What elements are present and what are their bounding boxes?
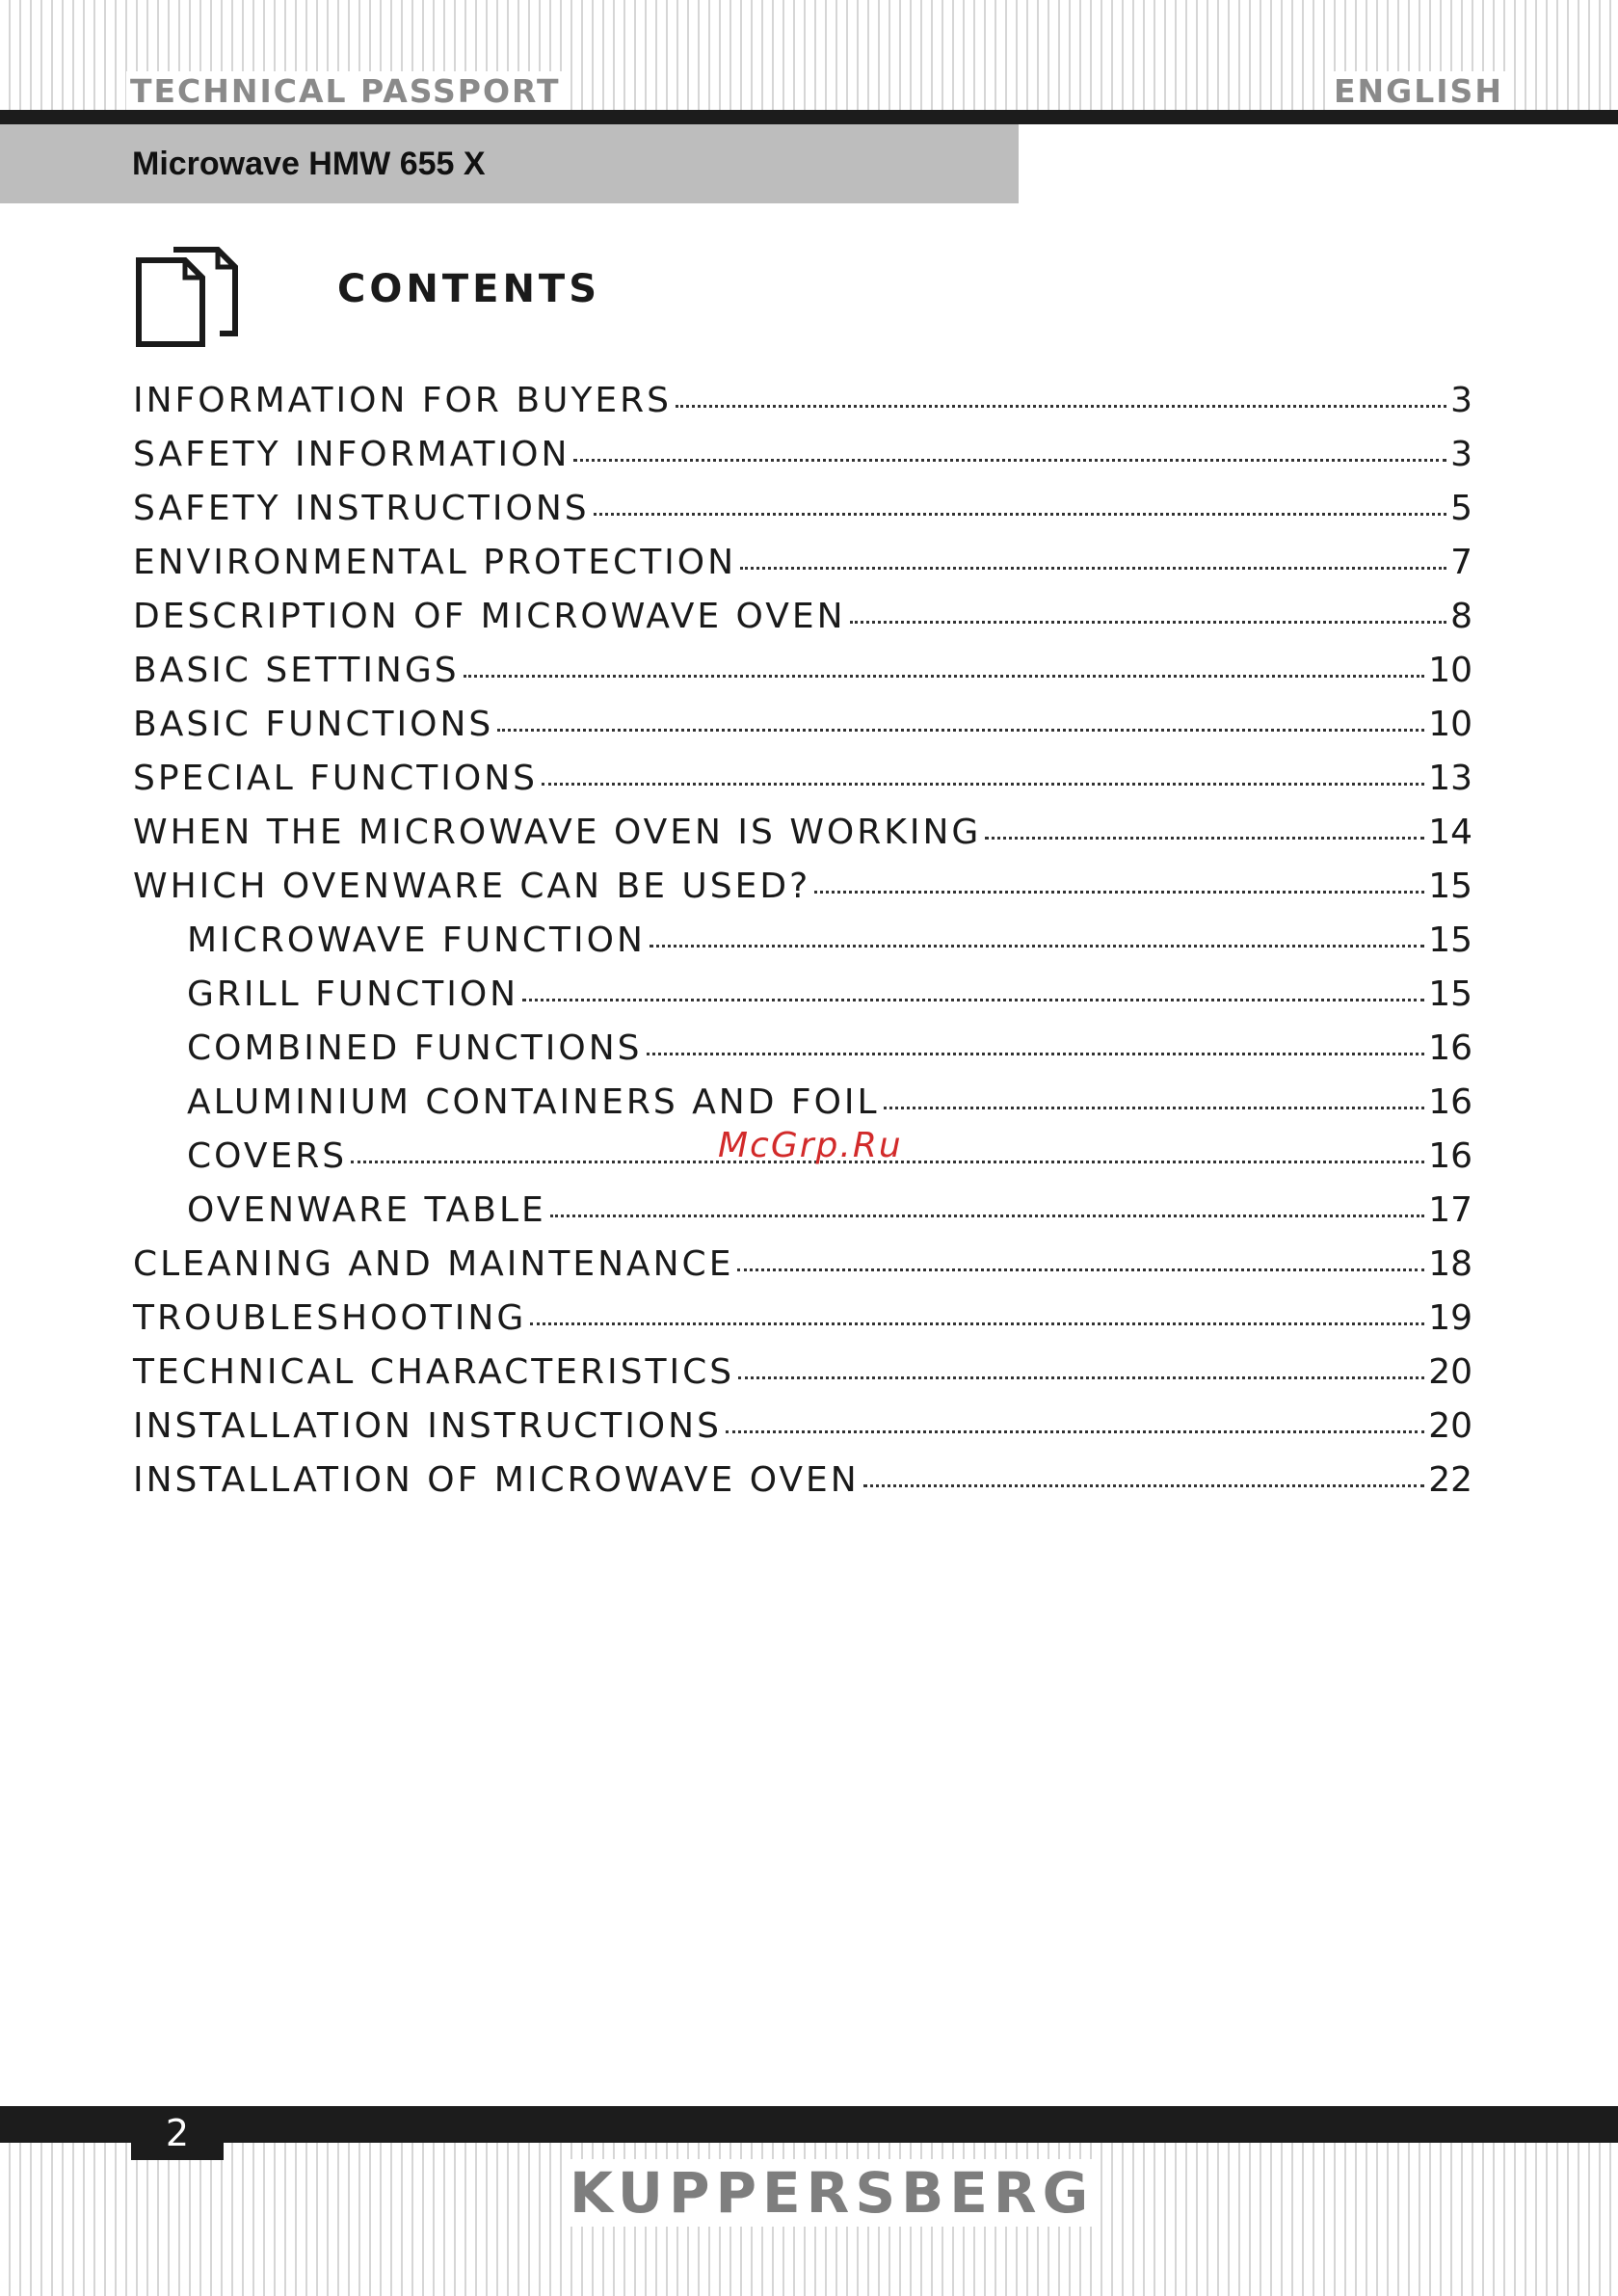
toc-entry-title: WHICH OVENWARE CAN BE USED? — [133, 867, 811, 906]
page-number: 2 — [131, 2106, 224, 2160]
toc-entry-title: TROUBLESHOOTING — [133, 1298, 527, 1338]
toc-entry-title: SPECIAL FUNCTIONS — [133, 759, 539, 798]
toc-dot-leader — [550, 1215, 1424, 1217]
documents-icon — [135, 247, 239, 347]
toc-dot-leader — [740, 567, 1446, 570]
toc-entry-page: 10 — [1428, 705, 1472, 744]
toc-entry[interactable] — [133, 705, 1472, 759]
toc-entry[interactable] — [133, 813, 1472, 867]
toc-entry-title: OVENWARE TABLE — [187, 1190, 546, 1230]
toc-entry-title: COMBINED FUNCTIONS — [187, 1028, 643, 1068]
toc-entry-page: 10 — [1428, 651, 1472, 690]
toc-entry-title: INFORMATION FOR BUYERS — [133, 381, 672, 420]
toc-entry-page: 16 — [1428, 1082, 1472, 1122]
toc-entry[interactable] — [133, 597, 1472, 651]
toc-entry-page: 8 — [1450, 597, 1472, 636]
toc-entry[interactable] — [133, 1460, 1472, 1514]
toc-entry-page: 20 — [1428, 1352, 1472, 1392]
toc-dot-leader — [676, 405, 1446, 408]
toc-entry-title: BASIC FUNCTIONS — [133, 705, 494, 744]
toc-entry-title: ENVIRONMENTAL PROTECTION — [133, 543, 737, 582]
toc-entry-page: 15 — [1428, 867, 1472, 906]
model-name: Microwave HMW 655 X — [132, 146, 486, 182]
toc-dot-leader — [647, 1053, 1425, 1055]
toc-entry-title: SAFETY INFORMATION — [133, 435, 570, 474]
toc-dot-leader — [726, 1430, 1424, 1433]
model-band — [0, 124, 1019, 203]
toc-entry-page: 18 — [1428, 1244, 1472, 1284]
toc-dot-leader — [497, 729, 1424, 732]
toc-entry[interactable] — [133, 867, 1472, 921]
toc-entry-page: 15 — [1428, 921, 1472, 960]
toc-entry-page: 13 — [1428, 759, 1472, 798]
toc-entry-title: INSTALLATION OF MICROWAVE OVEN — [133, 1460, 860, 1500]
toc-entry-page: 7 — [1450, 543, 1472, 582]
contents-heading: CONTENTS — [337, 267, 601, 311]
toc-entry-title: CLEANING AND MAINTENANCE — [133, 1244, 734, 1284]
brand-logo: KUPPERSBERG — [564, 2159, 1100, 2227]
toc-entry-page: 19 — [1428, 1298, 1472, 1338]
toc-entry-title: INSTALLATION INSTRUCTIONS — [133, 1406, 722, 1446]
header-rule — [0, 110, 1618, 124]
toc-dot-leader — [573, 459, 1446, 462]
watermark-text: McGrp.Ru — [718, 1126, 903, 1165]
toc-dot-leader — [814, 891, 1424, 894]
toc-entry-page: 17 — [1428, 1190, 1472, 1230]
toc-dot-leader — [850, 621, 1447, 624]
toc-entry[interactable] — [133, 1028, 1472, 1082]
toc-entry-title: MICROWAVE FUNCTION — [187, 921, 646, 960]
toc-entry-page: 20 — [1428, 1406, 1472, 1446]
toc-entry[interactable] — [133, 974, 1472, 1028]
footer-rule — [0, 2106, 1618, 2143]
table-of-contents — [133, 381, 1472, 1514]
toc-entry-title: TECHNICAL CHARACTERISTICS — [133, 1352, 735, 1392]
toc-entry-page: 22 — [1428, 1460, 1472, 1500]
toc-entry-title: ALUMINIUM CONTAINERS AND FOIL — [187, 1082, 880, 1122]
toc-entry[interactable] — [133, 381, 1472, 435]
toc-entry[interactable] — [133, 1244, 1472, 1298]
toc-entry-title: COVERS — [187, 1136, 348, 1176]
toc-dot-leader — [650, 945, 1424, 948]
header-section-label: TECHNICAL PASSPORT — [126, 71, 565, 112]
toc-dot-leader — [464, 675, 1425, 678]
toc-entry[interactable] — [133, 651, 1472, 705]
toc-dot-leader — [542, 783, 1424, 786]
toc-entry-title: WHEN THE MICROWAVE OVEN IS WORKING — [133, 813, 982, 852]
toc-entry-page: 14 — [1428, 813, 1472, 852]
header-language-label: ENGLISH — [1330, 71, 1507, 112]
toc-dot-leader — [863, 1484, 1424, 1487]
toc-entry-page: 16 — [1428, 1136, 1472, 1176]
toc-entry[interactable] — [133, 1190, 1472, 1244]
toc-entry-page: 3 — [1450, 435, 1472, 474]
toc-dot-leader — [985, 837, 1424, 840]
toc-dot-leader — [522, 999, 1424, 1001]
toc-entry[interactable] — [133, 1406, 1472, 1460]
toc-entry-title: GRILL FUNCTION — [187, 974, 519, 1014]
toc-entry[interactable] — [133, 759, 1472, 813]
toc-entry[interactable] — [133, 1298, 1472, 1352]
toc-entry-page: 16 — [1428, 1028, 1472, 1068]
header-gap — [0, 203, 1618, 208]
toc-entry-page: 5 — [1450, 489, 1472, 528]
toc-entry[interactable] — [133, 489, 1472, 543]
toc-entry-title: DESCRIPTION OF MICROWAVE OVEN — [133, 597, 846, 636]
toc-entry-page: 15 — [1428, 974, 1472, 1014]
toc-entry[interactable] — [133, 1352, 1472, 1406]
header-blank-area — [1019, 124, 1618, 208]
toc-dot-leader — [884, 1107, 1425, 1109]
toc-entry[interactable] — [133, 921, 1472, 974]
toc-entry[interactable] — [133, 543, 1472, 597]
toc-dot-leader — [530, 1322, 1424, 1325]
toc-entry-page: 3 — [1450, 381, 1472, 420]
toc-dot-leader — [738, 1376, 1424, 1379]
toc-entry[interactable] — [133, 435, 1472, 489]
toc-entry-title: SAFETY INSTRUCTIONS — [133, 489, 590, 528]
toc-dot-leader — [594, 513, 1446, 516]
toc-dot-leader — [737, 1268, 1424, 1271]
toc-entry-title: BASIC SETTINGS — [133, 651, 460, 690]
